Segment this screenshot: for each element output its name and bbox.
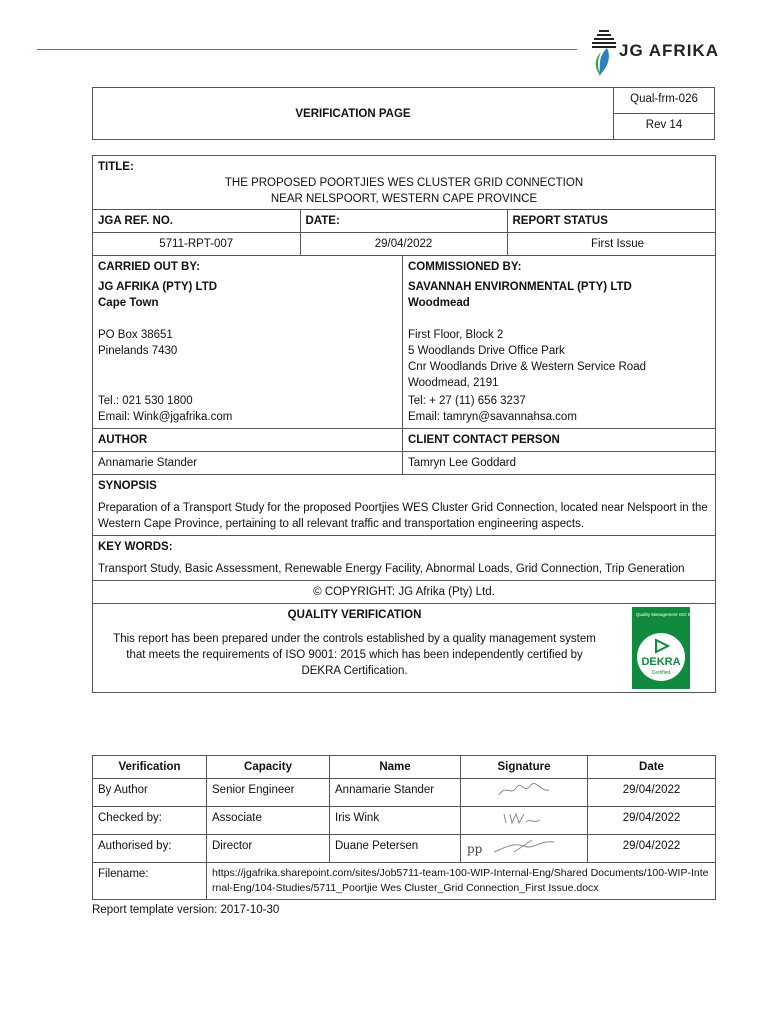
row-name: Iris Wink — [330, 807, 461, 835]
dekra-badge-name: DEKRA — [640, 656, 681, 668]
page-title: VERIFICATION PAGE — [93, 88, 614, 140]
commissioned-email: Email: tamryn@savannahsa.com — [408, 411, 577, 423]
dekra-badge-top: Quality Management ISO 9001 — [635, 612, 698, 617]
keywords-text: Transport Study, Basic Assessment, Renewable Energy Facility, Abnormal Loads, Grid Connection, Trip Generation — [98, 563, 685, 575]
ref-label: JGA REF. NO. — [93, 210, 300, 233]
signature-iris — [461, 807, 588, 835]
commissioned-company: SAVANNAH ENVIRONMENTAL (PTY) LTD — [408, 281, 632, 293]
quality-layout — [98, 607, 710, 689]
commissioned-address-2: 5 Woodlands Drive Office Park — [408, 345, 565, 357]
commissioned-office: Woodmead — [408, 297, 470, 309]
signature-scribble-icon — [494, 782, 554, 798]
ref-value: 5711-RPT-007 — [93, 233, 300, 256]
synopsis-label: SYNOPSIS — [98, 480, 157, 492]
title-line-1: THE PROPOSED POORTJIES WES CLUSTER GRID CONNECTION — [224, 177, 584, 189]
brand-name: JG AFRIKA — [619, 41, 719, 60]
col-signature: Signature — [461, 756, 588, 779]
keywords-cell — [93, 536, 716, 581]
signature-duane — [461, 835, 588, 863]
synopsis-text: Preparation of a Transport Study for the proposed Poortjies WES Cluster Grid Connection, located near Nelspoort in the Western Cape Province, pertaining to all relevant traffic and transportation engineering aspects. — [98, 502, 708, 530]
row-capacity: Associate — [207, 807, 330, 835]
report-details-table — [92, 155, 716, 693]
quality-title: QUALITY VERIFICATION — [287, 609, 422, 621]
row-name: Duane Petersen — [330, 835, 461, 863]
template-version: Report template version: 2017-10-30 — [92, 904, 280, 916]
col-capacity: Capacity — [207, 756, 330, 779]
row-verification: Authorised by: — [93, 835, 207, 863]
row-verification: By Author — [93, 779, 207, 807]
verification-page-header — [92, 87, 715, 140]
col-date: Date — [588, 756, 716, 779]
row-date: 29/04/2022 — [588, 779, 716, 807]
header-rule — [37, 49, 577, 50]
verification-table — [92, 755, 716, 900]
signature-prefix: pp — [467, 842, 483, 856]
filename-value: https://jgafrika.sharepoint.com/sites/Job5711-team-100-WIP-Internal-Eng/Shared Documents/100-WIP-Internal-Eng/104-Studies/5711_Poortjie Wes Cluster_Grid Connection_First Issue.docx — [207, 863, 716, 900]
title-cell — [93, 156, 716, 210]
reference-row — [93, 210, 716, 256]
quality-cell — [93, 604, 716, 693]
client-contact-name: Tamryn Lee Goddard — [403, 452, 716, 475]
commissioned-cell — [403, 256, 716, 429]
jg-afrika-logo-icon — [589, 28, 619, 78]
reference-subtable — [93, 210, 716, 255]
commissioned-address-3: Cnr Woodlands Drive & Western Service Road — [408, 361, 646, 373]
table-row — [93, 807, 716, 835]
date-label: DATE: — [300, 210, 507, 233]
dekra-badge-bottom: Certified — [651, 670, 670, 676]
commissioned-address-1: First Floor, Block 2 — [408, 329, 504, 341]
dekra-badge-cell — [611, 607, 710, 689]
keywords-label: KEY WORDS: — [98, 541, 173, 553]
carried-out-cell — [93, 256, 403, 429]
commissioned-address-4: Woodmead, 2191 — [408, 377, 499, 389]
table-row — [93, 779, 716, 807]
copyright: © COPYRIGHT: JG Afrika (Pty) Ltd. — [93, 581, 716, 604]
commissioned-tel: Tel: + 27 (11) 656 3237 — [408, 395, 526, 407]
signature-annamarie — [461, 779, 588, 807]
revision: Rev 14 — [614, 114, 715, 140]
carried-out-address-1: PO Box 38651 — [98, 329, 173, 341]
signature-scribble-icon — [484, 838, 564, 854]
signature-scribble-icon — [494, 810, 554, 826]
row-date: 29/04/2022 — [588, 835, 716, 863]
row-capacity: Senior Engineer — [207, 779, 330, 807]
status-label: REPORT STATUS — [507, 210, 716, 233]
client-contact-label: CLIENT CONTACT PERSON — [403, 429, 716, 452]
form-code: Qual-frm-026 — [614, 88, 715, 114]
carried-out-tel: Tel.: 021 530 1800 — [98, 395, 193, 407]
commissioned-label: COMMISSIONED BY: — [408, 261, 522, 273]
dekra-badge-icon — [632, 607, 698, 689]
date-value: 29/04/2022 — [300, 233, 507, 256]
quality-text: This report has been prepared under the controls established by a quality management system that meets the requirements of ISO 9001: 2015 which has been independently certified by DEKRA Certification. — [113, 633, 596, 677]
carried-out-company: JG AFRIKA (PTY) LTD — [98, 281, 218, 293]
jg-afrika-logo — [589, 28, 739, 78]
carried-out-office: Cape Town — [98, 297, 159, 309]
row-date: 29/04/2022 — [588, 807, 716, 835]
row-verification: Checked by: — [93, 807, 207, 835]
col-verification: Verification — [93, 756, 207, 779]
author-name: Annamarie Stander — [93, 452, 403, 475]
title-label: TITLE: — [98, 161, 134, 173]
carried-out-label: CARRIED OUT BY: — [98, 261, 201, 273]
carried-out-address-2: Pinelands 7430 — [98, 345, 178, 357]
synopsis-cell — [93, 475, 716, 536]
quality-text-cell — [98, 607, 611, 689]
author-label: AUTHOR — [93, 429, 403, 452]
status-value: First Issue — [507, 233, 716, 256]
table-row — [93, 835, 716, 863]
row-capacity: Director — [207, 835, 330, 863]
title-line-2: NEAR NELSPOORT, WESTERN CAPE PROVINCE — [270, 193, 538, 205]
carried-out-email: Email: Wink@jgafrika.com — [98, 411, 233, 423]
filename-label: Filename: — [93, 863, 207, 900]
row-name: Annamarie Stander — [330, 779, 461, 807]
col-name: Name — [330, 756, 461, 779]
